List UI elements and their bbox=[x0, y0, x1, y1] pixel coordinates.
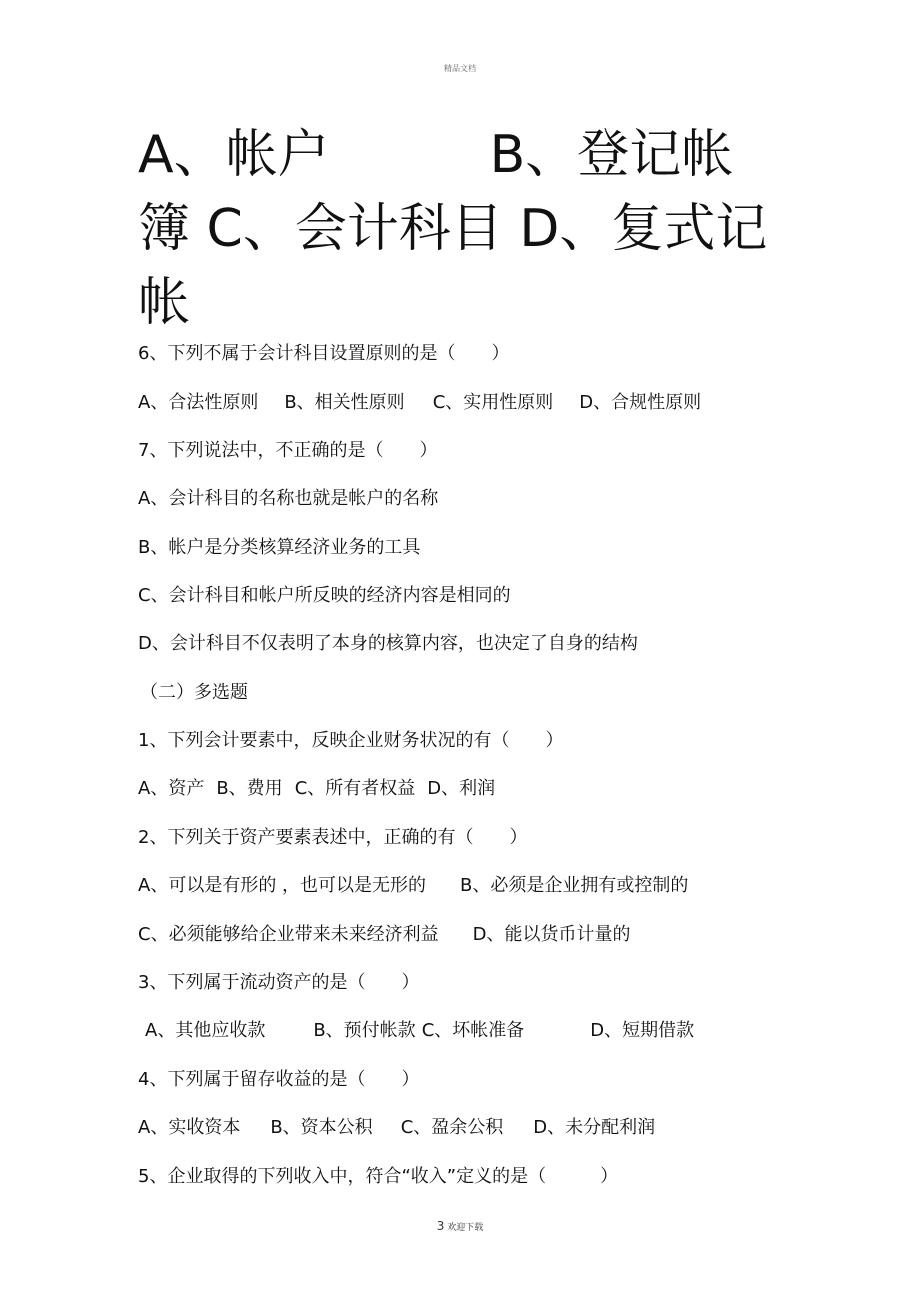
m1-option-a: A、资产 bbox=[138, 778, 205, 799]
m2-options-row-1 bbox=[138, 874, 838, 898]
q7-option-c: C、会计科目和帐户所反映的经济内容是相同的 bbox=[138, 585, 511, 606]
q6-option-c: C、实用性原则 bbox=[432, 392, 554, 413]
m2-options-row-2 bbox=[138, 923, 838, 947]
m2-stem: 2、下列关于资产要素表述中，正确的有（ ） bbox=[138, 827, 528, 848]
q7-option-a: A、会计科目的名称也就是帐户的名称 bbox=[138, 488, 439, 509]
m3-option-a: A、其他应收款 bbox=[145, 1020, 266, 1041]
m4-option-a: A、实收资本 bbox=[138, 1117, 241, 1138]
q6-stem: 6、下列不属于会计科目设置原则的是（ ） bbox=[138, 343, 510, 364]
big-option-b: B、登记帐 bbox=[489, 125, 734, 185]
q6-option-a: A、合法性原则 bbox=[138, 392, 259, 413]
header-watermark: 精品文档 bbox=[444, 64, 476, 73]
big-option-a: A、帐户 bbox=[138, 125, 330, 185]
m2-option-b: B、必须是企业拥有或控制的 bbox=[460, 875, 689, 896]
m1-option-c: C、所有者权益 bbox=[294, 778, 416, 799]
m3-option-b: B、预付帐款 bbox=[313, 1020, 416, 1041]
page-footer bbox=[0, 1219, 920, 1233]
q7-option-b: B、帐户是分类核算经济业务的工具 bbox=[138, 537, 421, 558]
m2-option-a: A、可以是有形的 ，也可以是无形的 bbox=[138, 875, 427, 896]
m3-option-d: D、短期借款 bbox=[590, 1020, 695, 1041]
m4-option-c: C、盈余公积 bbox=[400, 1117, 504, 1138]
section-title: （二）多选题 bbox=[140, 682, 248, 703]
m4-options bbox=[138, 1116, 838, 1140]
big-option-line-2: 簿 C、会计科目 D、复式记 bbox=[138, 199, 768, 259]
q6-option-b: B、相关性原则 bbox=[284, 392, 405, 413]
big-option-line-3: 帐 bbox=[138, 273, 191, 333]
m2-option-d: D、能以货币计量的 bbox=[472, 924, 631, 945]
m1-option-d: D、利润 bbox=[427, 778, 496, 799]
q6-options bbox=[138, 391, 838, 415]
q7-option-d: D、会计科目不仅表明了本身的核算内容，也决定了自身的结构 bbox=[138, 633, 638, 654]
m3-options bbox=[145, 1019, 845, 1043]
m3-stem: 3、下列属于流动资产的是（ ） bbox=[138, 972, 420, 993]
m4-stem: 4、下列属于留存收益的是（ ） bbox=[138, 1069, 420, 1090]
m5-stem: 5、企业取得的下列收入中，符合“收入”定义的是（ ） bbox=[138, 1166, 619, 1187]
m4-option-d: D、未分配利润 bbox=[533, 1117, 656, 1138]
m3-option-c: C、坏帐准备 bbox=[421, 1020, 525, 1041]
q7-stem: 7、下列说法中，不正确的是（ ） bbox=[138, 440, 438, 461]
q6-option-d: D、合规性原则 bbox=[579, 392, 702, 413]
m1-options bbox=[138, 777, 838, 801]
m4-option-b: B、资本公积 bbox=[270, 1117, 373, 1138]
page-number: 3 bbox=[436, 1219, 445, 1233]
m1-option-b: B、费用 bbox=[216, 778, 283, 799]
m2-option-c: C、必须能够给企业带来未来经济利益 bbox=[138, 924, 439, 945]
m1-stem: 1、下列会计要素中，反映企业财务状况的有（ ） bbox=[138, 730, 564, 751]
footer-text: 欢迎下载 bbox=[447, 1223, 484, 1233]
big-option-line-1 bbox=[138, 118, 798, 192]
